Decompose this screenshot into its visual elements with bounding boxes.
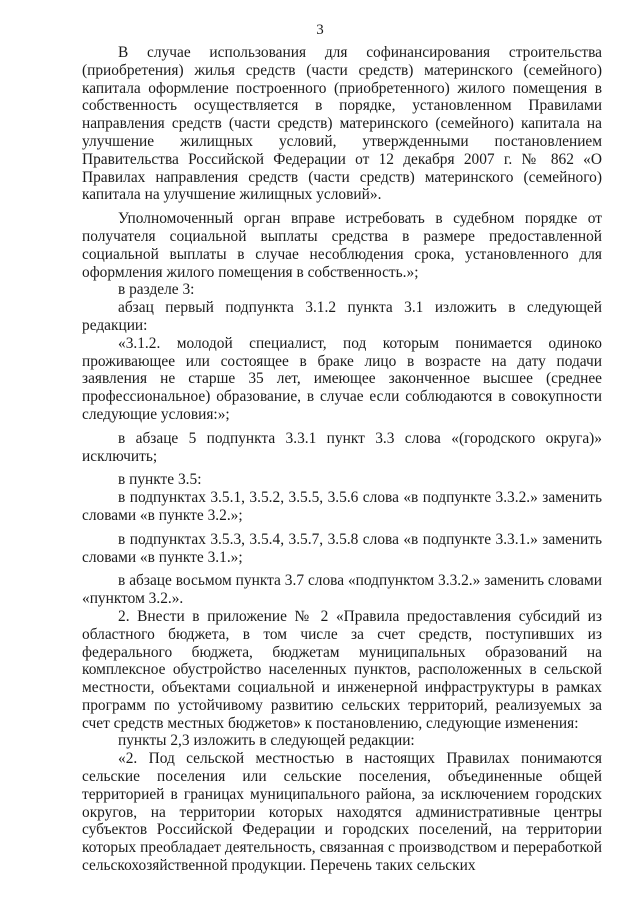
paragraph-3-3-1: в абзаце 5 подпункта 3.3.1 пункт 3.3 слова «(городского округа)» исключить; — [82, 429, 602, 465]
paragraph-3-1-2-intro: абзац первый подпункта 3.1.2 пункта 3.1 изложить в следующей редакции: — [82, 299, 602, 334]
paragraph-appendix-2: 2. Внести в приложение № 2 «Правила предоставления субсидий из областного бюджета, в том числе за счет средств, поступивших из федерального бюджета, бюджетам муниципальных образований на комплексное обустройство населенных пунктов, расположенных в сельской местности, объектами социальной и инженерной инфраструктуры в рамках программ по устойчивому развитию сельских территорий, реализуемых за счет средств местных бюджетов» к постановлению, следующие изменения: — [82, 607, 602, 732]
paragraph-section-3: в разделе 3: — [118, 281, 195, 299]
document-body — [82, 44, 602, 875]
page-number: 3 — [316, 22, 324, 38]
paragraph-rural-definition: «2. Под сельской местностью в настоящих Правилах понимаются сельские поселения или сельские поселения, объединенные общей территорией в границах муниципального района, за исключением городских округов, на территории которых находятся административные центры субъектов Российской Федерации и городских поселений, на территории которых преобладает деятельность, связанная с производством и переработкой сельскохозяйственной продукции. Перечень таких сельских — [82, 750, 602, 875]
paragraph-3-1-2-text: «3.1.2. молодой специалист, под которым понимается одиноко проживающее или состоящее в браке лицо в возрасте на дату подачи заявления не старше 35 лет, имеющее законченное высшее (среднее профессиональное) образование, в случае если соблюдаются в совокупности следующие условия:»; — [82, 334, 602, 423]
paragraph-3-5-1: в подпунктах 3.5.1, 3.5.2, 3.5.5, 3.5.6 слова «в подпункте 3.3.2.» заменить словами «в пункте 3.2.»; — [82, 489, 602, 524]
paragraph-authorized-body: Уполномоченный орган вправе истребовать в судебном порядке от получателя социальной выплаты средства в размере предоставленной социальной выплаты в случае несоблюдения срока, установленного для оформления жилого помещения в собственность.»; — [82, 210, 602, 281]
paragraph-3-5-3: в подпунктах 3.5.3, 3.5.4, 3.5.7, 3.5.8 слова «в подпункте 3.3.1.» заменить словами «в пункте 3.1.»; — [82, 530, 602, 566]
paragraph-points-2-3: пункты 2,3 изложить в следующей редакции: — [118, 732, 415, 750]
paragraph-3-5: в пункте 3.5: — [118, 471, 202, 489]
paragraph-maternity-capital: В случае использования для софинансирования строительства (приобретения) жилья средств (части средств) материнского (семейного) капитала оформление построенного (приобретенного) жилого помещения в собственность осуществляется в порядке, установленном Правилами направления средств (части средств) материнского (семейного) капитала на улучшение жилищных условий, утвержденными постановлением Правительства Российской Федерации от 12 декабря 2007 г. № 862 «О Правилах направления средств (части средств) материнского (семейного) капитала на улучшение жилищных условий». — [82, 44, 602, 204]
paragraph-3-7: в абзаце восьмом пункта 3.7 слова «подпунктом 3.3.2.» заменить словами «пунктом 3.2.». — [82, 572, 602, 608]
